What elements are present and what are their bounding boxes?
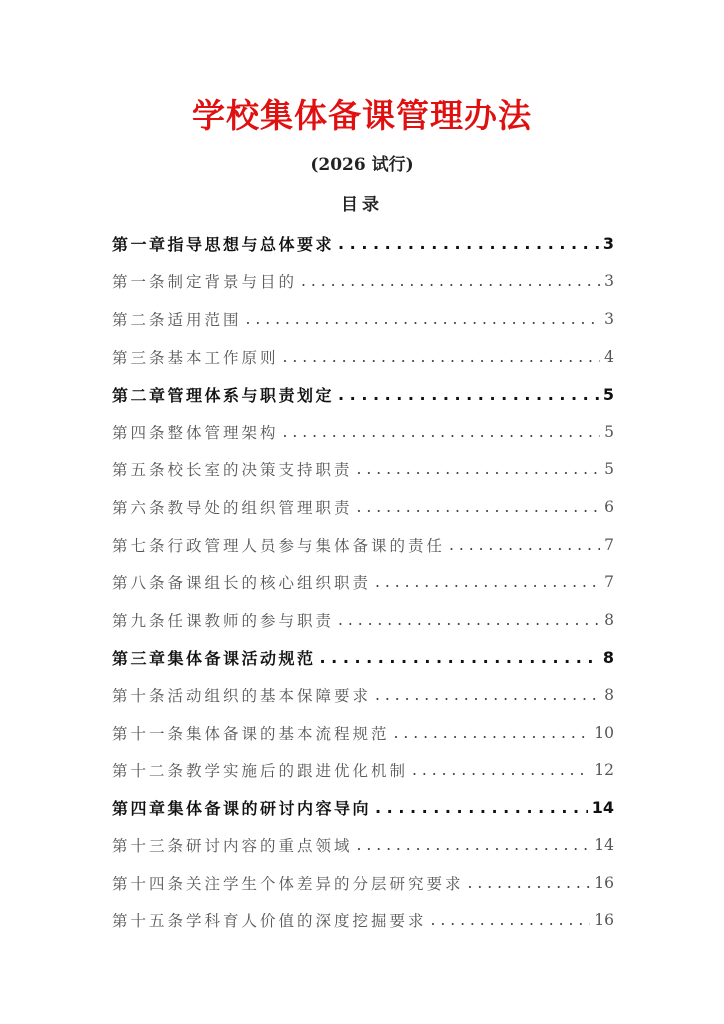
toc-page-number: 8 xyxy=(604,610,614,629)
toc-article-entry[interactable] xyxy=(112,413,614,451)
toc-page-number: 6 xyxy=(604,497,614,516)
toc-entry-label: 第四章集体备课的研讨内容导向 xyxy=(112,799,372,819)
toc-page-number: 7 xyxy=(604,573,614,592)
toc-page-number: 16 xyxy=(594,911,614,930)
toc-entry-label: 第四条整体管理架构 xyxy=(112,423,279,442)
toc-leader-dots xyxy=(357,836,591,854)
toc-entry-label: 第三章集体备课活动规范 xyxy=(112,648,316,668)
toc-heading: 目录 xyxy=(341,195,383,215)
toc-entry-label: 第二章管理体系与职责划定 xyxy=(112,385,335,405)
toc-page-number: 10 xyxy=(594,723,614,742)
toc-article-entry[interactable] xyxy=(112,263,614,301)
toc-leader-dots xyxy=(412,761,590,779)
toc-entry-label: 第十四条关注学生个体差异的分层研究要求 xyxy=(112,874,464,893)
toc-chapter-entry[interactable] xyxy=(112,789,614,827)
toc-entry-label: 第十三条研讨内容的重点领域 xyxy=(112,837,353,856)
toc-leader-dots xyxy=(320,648,599,667)
toc-entry-label: 第二条适用范围 xyxy=(112,310,242,329)
toc-leader-dots xyxy=(375,798,588,817)
toc-entry-label: 第三条基本工作原则 xyxy=(112,348,279,367)
toc-article-entry[interactable] xyxy=(112,676,614,714)
toc-article-entry[interactable] xyxy=(112,714,614,752)
toc-article-entry[interactable] xyxy=(112,451,614,489)
document-title: 学校集体备课管理办法 xyxy=(192,96,532,135)
toc-page-number: 5 xyxy=(602,384,614,404)
toc-page-number: 3 xyxy=(602,234,614,254)
toc-entry-label: 第十条活动组织的基本保障要求 xyxy=(112,686,372,705)
toc-entry-label: 第八条备课组长的核心组织职责 xyxy=(112,574,372,593)
toc-page-number: 3 xyxy=(604,272,614,291)
toc-page-number: 8 xyxy=(602,647,614,667)
toc-leader-dots xyxy=(431,911,591,929)
toc-leader-dots xyxy=(338,234,599,253)
toc-leader-dots xyxy=(246,310,601,328)
toc-leader-dots xyxy=(283,348,601,366)
toc-page-number: 16 xyxy=(594,873,614,892)
toc-entry-label: 第一章指导思想与总体要求 xyxy=(112,235,335,255)
toc-page-number: 14 xyxy=(594,836,614,855)
toc-entry-label: 第十一条集体备课的基本流程规范 xyxy=(112,724,390,743)
toc-leader-dots xyxy=(301,272,600,290)
toc-entry-label: 第六条教导处的组织管理职责 xyxy=(112,498,353,517)
toc-article-entry[interactable] xyxy=(112,864,614,902)
toc-chapter-entry[interactable] xyxy=(112,225,614,263)
toc-page-number: 3 xyxy=(604,309,614,328)
toc-chapter-entry[interactable] xyxy=(112,375,614,413)
toc-article-entry[interactable] xyxy=(112,526,614,564)
toc-page-number: 12 xyxy=(594,761,614,780)
toc-article-entry[interactable] xyxy=(112,601,614,639)
toc-leader-dots xyxy=(468,874,591,892)
toc-leader-dots xyxy=(357,460,601,478)
toc-entry-label: 第七条行政管理人员参与集体备课的责任 xyxy=(112,536,446,555)
toc-leader-dots xyxy=(283,423,601,441)
toc-chapter-entry[interactable] xyxy=(112,639,614,677)
toc-article-entry[interactable] xyxy=(112,488,614,526)
toc-page-number: 7 xyxy=(604,535,614,554)
toc-leader-dots xyxy=(375,686,600,704)
toc-page-number: 4 xyxy=(604,347,614,366)
toc-leader-dots xyxy=(375,573,600,591)
toc-article-entry[interactable] xyxy=(112,300,614,338)
toc-page-number: 14 xyxy=(591,798,614,818)
toc-article-entry[interactable] xyxy=(112,827,614,865)
toc-entry-label: 第五条校长室的决策支持职责 xyxy=(112,461,353,480)
toc-article-entry[interactable] xyxy=(112,338,614,376)
toc-leader-dots xyxy=(357,498,601,516)
table-of-contents xyxy=(112,225,614,939)
toc-entry-label: 第十二条教学实施后的跟进优化机制 xyxy=(112,762,409,781)
toc-page-number: 5 xyxy=(604,460,614,479)
toc-leader-dots xyxy=(338,385,599,404)
toc-article-entry[interactable] xyxy=(112,563,614,601)
document-subtitle: (2026 试行) xyxy=(310,155,414,175)
toc-entry-label: 第十五条学科育人价值的深度挖掘要求 xyxy=(112,912,427,931)
toc-article-entry[interactable] xyxy=(112,902,614,940)
toc-leader-dots xyxy=(394,724,591,742)
toc-page-number: 5 xyxy=(604,422,614,441)
toc-entry-label: 第九条任课教师的参与职责 xyxy=(112,611,335,630)
toc-leader-dots xyxy=(449,536,600,554)
toc-entry-label: 第一条制定背景与目的 xyxy=(112,273,298,292)
toc-leader-dots xyxy=(338,611,600,629)
toc-page-number: 8 xyxy=(604,685,614,704)
toc-article-entry[interactable] xyxy=(112,751,614,789)
